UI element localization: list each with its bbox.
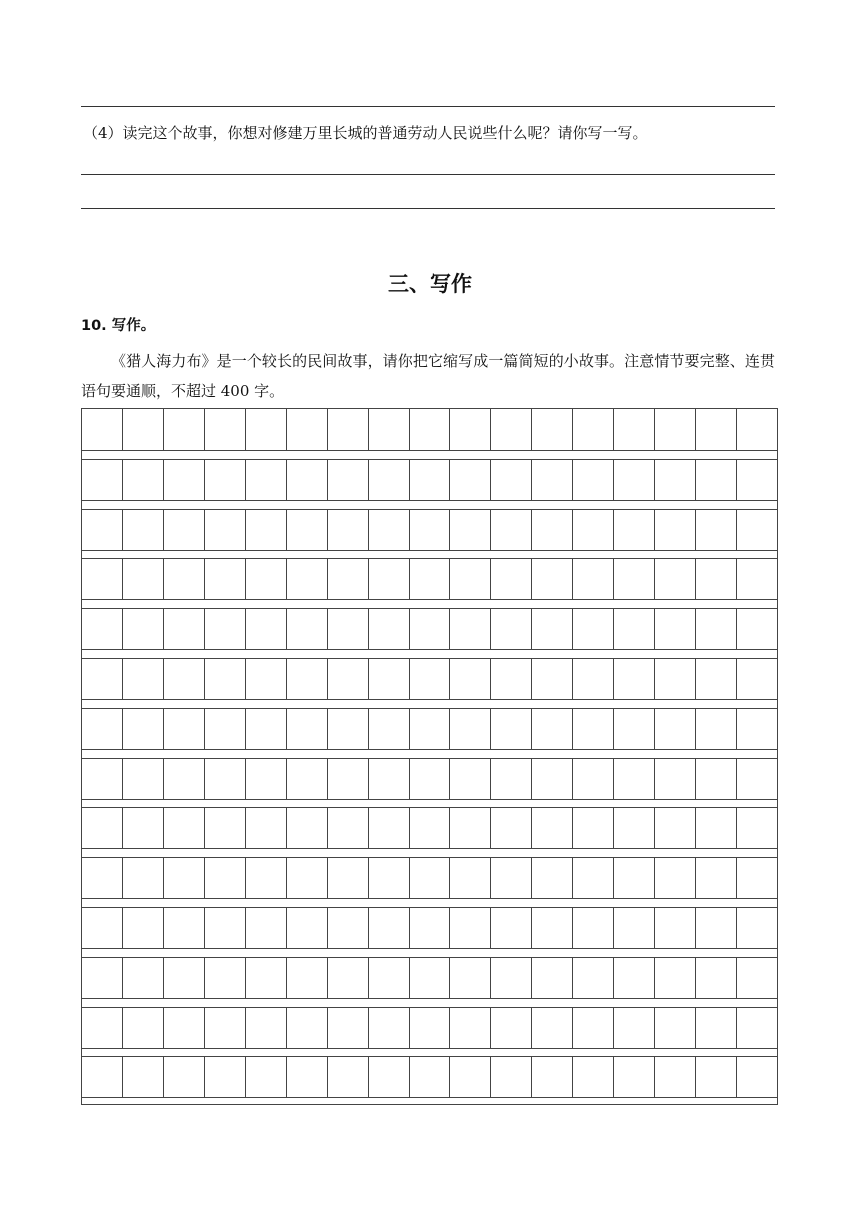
grid-cell[interactable] [245, 659, 286, 699]
grid-cell[interactable] [490, 559, 531, 599]
grid-cell[interactable] [572, 409, 613, 450]
grid-cell[interactable] [409, 609, 450, 649]
grid-cell[interactable] [613, 808, 654, 848]
grid-cell[interactable] [654, 659, 695, 699]
grid-cell[interactable] [368, 958, 409, 998]
grid-cell[interactable] [82, 858, 122, 898]
grid-cell[interactable] [204, 510, 245, 550]
grid-cell[interactable] [736, 1008, 777, 1048]
grid-cell[interactable] [245, 609, 286, 649]
grid-cell[interactable] [409, 409, 450, 450]
grid-cell[interactable] [490, 908, 531, 948]
grid-row [82, 1056, 777, 1098]
grid-cell[interactable] [654, 808, 695, 848]
grid-cell[interactable] [286, 759, 327, 799]
grid-cell[interactable] [736, 709, 777, 749]
grid-cell[interactable] [82, 908, 122, 948]
grid-row [82, 957, 777, 999]
grid-cell[interactable] [572, 709, 613, 749]
grid-cell[interactable] [572, 808, 613, 848]
grid-cell[interactable] [327, 409, 368, 450]
grid-cell[interactable] [449, 659, 490, 699]
grid-cell[interactable] [409, 510, 450, 550]
grid-cell[interactable] [122, 659, 163, 699]
grid-cell[interactable] [531, 609, 572, 649]
grid-cell[interactable] [531, 709, 572, 749]
grid-cell[interactable] [695, 958, 736, 998]
answer-line-previous [81, 106, 775, 107]
answer-line-1[interactable] [81, 174, 775, 175]
grid-cell[interactable] [572, 510, 613, 550]
grid-cell[interactable] [122, 908, 163, 948]
grid-cell[interactable] [327, 759, 368, 799]
grid-cell[interactable] [736, 908, 777, 948]
grid-row [82, 658, 777, 700]
grid-cell[interactable] [163, 609, 204, 649]
grid-cell[interactable] [449, 409, 490, 450]
grid-cell[interactable] [82, 510, 122, 550]
grid-cell[interactable] [163, 858, 204, 898]
grid-cell[interactable] [204, 409, 245, 450]
grid-cell[interactable] [654, 510, 695, 550]
grid-cell[interactable] [409, 908, 450, 948]
grid-cell[interactable] [449, 858, 490, 898]
task-label: 10. 写作。 [81, 318, 156, 334]
grid-cell[interactable] [695, 659, 736, 699]
grid-cell[interactable] [409, 559, 450, 599]
grid-cell[interactable] [531, 659, 572, 699]
grid-cell[interactable] [327, 908, 368, 948]
grid-cell[interactable] [327, 559, 368, 599]
grid-cell[interactable] [695, 908, 736, 948]
grid-cell[interactable] [613, 510, 654, 550]
grid-cell[interactable] [490, 1057, 531, 1097]
grid-cell[interactable] [531, 759, 572, 799]
grid-cell[interactable] [163, 659, 204, 699]
grid-cell[interactable] [572, 659, 613, 699]
grid-cell[interactable] [572, 958, 613, 998]
grid-cell[interactable] [368, 1008, 409, 1048]
grid-cell[interactable] [245, 808, 286, 848]
question-4-text: （4）读完这个故事，你想对修建万里长城的普通劳动人民说些什么呢？请你写一写。 [83, 124, 648, 142]
grid-cell[interactable] [654, 759, 695, 799]
grid-cell[interactable] [286, 1057, 327, 1097]
grid-cell[interactable] [204, 858, 245, 898]
grid-cell[interactable] [163, 510, 204, 550]
grid-cell[interactable] [613, 908, 654, 948]
grid-cell[interactable] [695, 1057, 736, 1097]
grid-cell[interactable] [409, 858, 450, 898]
grid-cell[interactable] [736, 460, 777, 500]
grid-cell[interactable] [163, 1008, 204, 1048]
grid-cell[interactable] [204, 908, 245, 948]
grid-cell[interactable] [122, 709, 163, 749]
grid-cell[interactable] [368, 1057, 409, 1097]
grid-cell[interactable] [613, 958, 654, 998]
grid-cell[interactable] [695, 609, 736, 649]
grid-cell[interactable] [654, 709, 695, 749]
grid-cell[interactable] [163, 908, 204, 948]
grid-cell[interactable] [204, 808, 245, 848]
grid-cell[interactable] [736, 1057, 777, 1097]
grid-cell[interactable] [695, 559, 736, 599]
grid-row [82, 608, 777, 650]
grid-cell[interactable] [286, 1008, 327, 1048]
grid-cell[interactable] [245, 709, 286, 749]
grid-cell[interactable] [82, 460, 122, 500]
grid-cell[interactable] [736, 958, 777, 998]
grid-cell[interactable] [82, 659, 122, 699]
grid-cell[interactable] [490, 759, 531, 799]
grid-cell[interactable] [122, 559, 163, 599]
grid-cell[interactable] [286, 858, 327, 898]
grid-cell[interactable] [368, 409, 409, 450]
grid-cell[interactable] [531, 808, 572, 848]
grid-cell[interactable] [163, 559, 204, 599]
grid-cell[interactable] [654, 908, 695, 948]
grid-cell[interactable] [736, 808, 777, 848]
grid-cell[interactable] [531, 460, 572, 500]
grid-cell[interactable] [82, 609, 122, 649]
grid-cell[interactable] [204, 1008, 245, 1048]
grid-cell[interactable] [654, 958, 695, 998]
grid-cell[interactable] [695, 1008, 736, 1048]
grid-cell[interactable] [122, 409, 163, 450]
grid-cell[interactable] [490, 510, 531, 550]
grid-cell[interactable] [654, 409, 695, 450]
grid-cell[interactable] [736, 409, 777, 450]
grid-cell[interactable] [245, 510, 286, 550]
grid-cell[interactable] [82, 709, 122, 749]
grid-cell[interactable] [613, 709, 654, 749]
grid-cell[interactable] [286, 609, 327, 649]
task-prompt: 《猎人海力布》是一个较长的民间故事，请你把它缩写成一篇简短的小故事。注意情节要完整、连贯语句要通顺，不超过 400 字。 [81, 352, 775, 400]
grid-cell[interactable] [654, 559, 695, 599]
grid-cell[interactable] [613, 858, 654, 898]
grid-cell[interactable] [286, 409, 327, 450]
grid-cell[interactable] [122, 759, 163, 799]
grid-cell[interactable] [409, 759, 450, 799]
grid-cell[interactable] [572, 1008, 613, 1048]
grid-cell[interactable] [368, 808, 409, 848]
grid-row [82, 509, 777, 551]
grid-cell[interactable] [163, 709, 204, 749]
grid-row [82, 1007, 777, 1049]
grid-cell[interactable] [327, 1008, 368, 1048]
grid-cell[interactable] [82, 958, 122, 998]
grid-cell[interactable] [245, 908, 286, 948]
grid-cell[interactable] [82, 1057, 122, 1097]
grid-cell[interactable] [736, 759, 777, 799]
grid-cell[interactable] [163, 409, 204, 450]
grid-cell[interactable] [204, 1057, 245, 1097]
grid-cell[interactable] [368, 510, 409, 550]
grid-row [82, 857, 777, 899]
grid-row [82, 907, 777, 949]
grid-cell[interactable] [490, 808, 531, 848]
grid-cell[interactable] [122, 609, 163, 649]
grid-cell[interactable] [531, 510, 572, 550]
grid-cell[interactable] [122, 1008, 163, 1048]
grid-cell[interactable] [613, 759, 654, 799]
grid-cell[interactable] [327, 808, 368, 848]
answer-line-2[interactable] [81, 208, 775, 209]
section-title: 三、写作 [388, 272, 472, 296]
grid-cell[interactable] [409, 709, 450, 749]
grid-cell[interactable] [736, 609, 777, 649]
grid-cell[interactable] [204, 709, 245, 749]
grid-cell[interactable] [245, 759, 286, 799]
grid-cell[interactable] [327, 709, 368, 749]
grid-cell[interactable] [204, 759, 245, 799]
grid-cell[interactable] [695, 858, 736, 898]
grid-cell[interactable] [490, 1008, 531, 1048]
grid-cell[interactable] [736, 659, 777, 699]
grid-cell[interactable] [531, 409, 572, 450]
grid-cell[interactable] [286, 559, 327, 599]
grid-cell[interactable] [572, 759, 613, 799]
grid-cell[interactable] [163, 460, 204, 500]
grid-cell[interactable] [531, 559, 572, 599]
grid-cell[interactable] [204, 609, 245, 649]
grid-cell[interactable] [572, 858, 613, 898]
grid-cell[interactable] [449, 1008, 490, 1048]
grid-cell[interactable] [368, 759, 409, 799]
grid-cell[interactable] [245, 1008, 286, 1048]
grid-cell[interactable] [82, 759, 122, 799]
grid-cell[interactable] [368, 709, 409, 749]
grid-cell[interactable] [490, 659, 531, 699]
grid-cell[interactable] [654, 460, 695, 500]
grid-cell[interactable] [531, 908, 572, 948]
grid-cell[interactable] [163, 759, 204, 799]
grid-cell[interactable] [449, 609, 490, 649]
grid-cell[interactable] [122, 808, 163, 848]
grid-cell[interactable] [449, 460, 490, 500]
grid-cell[interactable] [245, 460, 286, 500]
grid-cell[interactable] [409, 659, 450, 699]
grid-cell[interactable] [695, 759, 736, 799]
grid-cell[interactable] [531, 958, 572, 998]
grid-cell[interactable] [245, 1057, 286, 1097]
grid-cell[interactable] [409, 460, 450, 500]
grid-cell[interactable] [122, 858, 163, 898]
grid-cell[interactable] [286, 808, 327, 848]
grid-cell[interactable] [572, 460, 613, 500]
grid-cell[interactable] [695, 409, 736, 450]
grid-cell[interactable] [490, 609, 531, 649]
grid-cell[interactable] [490, 858, 531, 898]
grid-cell[interactable] [82, 1008, 122, 1048]
grid-cell[interactable] [327, 858, 368, 898]
grid-row [82, 807, 777, 849]
grid-cell[interactable] [286, 709, 327, 749]
grid-cell[interactable] [368, 908, 409, 948]
grid-cell[interactable] [490, 709, 531, 749]
grid-cell[interactable] [572, 908, 613, 948]
grid-cell[interactable] [449, 958, 490, 998]
grid-cell[interactable] [368, 609, 409, 649]
grid-cell[interactable] [286, 460, 327, 500]
grid-cell[interactable] [449, 808, 490, 848]
grid-cell[interactable] [286, 908, 327, 948]
grid-cell[interactable] [286, 659, 327, 699]
grid-cell[interactable] [613, 609, 654, 649]
grid-cell[interactable] [572, 1057, 613, 1097]
grid-cell[interactable] [245, 409, 286, 450]
grid-cell[interactable] [327, 609, 368, 649]
grid-row [82, 708, 777, 750]
grid-cell[interactable] [613, 409, 654, 450]
grid-cell[interactable] [204, 559, 245, 599]
grid-cell[interactable] [572, 609, 613, 649]
grid-cell[interactable] [613, 1057, 654, 1097]
grid-cell[interactable] [368, 858, 409, 898]
grid-cell[interactable] [531, 1008, 572, 1048]
grid-cell[interactable] [122, 1057, 163, 1097]
grid-cell[interactable] [204, 659, 245, 699]
grid-row [82, 459, 777, 501]
grid-cell[interactable] [613, 559, 654, 599]
grid-cell[interactable] [204, 460, 245, 500]
grid-cell[interactable] [122, 460, 163, 500]
grid-cell[interactable] [409, 1057, 450, 1097]
grid-cell[interactable] [531, 1057, 572, 1097]
grid-cell[interactable] [449, 510, 490, 550]
grid-row [82, 758, 777, 800]
grid-cell[interactable] [245, 958, 286, 998]
grid-cell[interactable] [327, 510, 368, 550]
grid-cell[interactable] [204, 958, 245, 998]
grid-cell[interactable] [736, 559, 777, 599]
grid-cell[interactable] [736, 510, 777, 550]
grid-cell[interactable] [82, 409, 122, 450]
grid-cell[interactable] [163, 1057, 204, 1097]
grid-cell[interactable] [531, 858, 572, 898]
grid-row [82, 409, 777, 451]
grid-cell[interactable] [327, 659, 368, 699]
grid-cell[interactable] [163, 808, 204, 848]
grid-cell[interactable] [449, 1057, 490, 1097]
grid-cell[interactable] [122, 510, 163, 550]
grid-cell[interactable] [695, 510, 736, 550]
grid-cell[interactable] [654, 858, 695, 898]
grid-cell[interactable] [695, 709, 736, 749]
grid-cell[interactable] [368, 460, 409, 500]
grid-cell[interactable] [409, 1008, 450, 1048]
grid-cell[interactable] [613, 1008, 654, 1048]
grid-cell[interactable] [409, 958, 450, 998]
grid-cell[interactable] [654, 1008, 695, 1048]
grid-cell[interactable] [82, 808, 122, 848]
grid-cell[interactable] [327, 958, 368, 998]
grid-row [82, 558, 777, 600]
grid-cell[interactable] [82, 559, 122, 599]
grid-cell[interactable] [449, 759, 490, 799]
grid-cell[interactable] [409, 808, 450, 848]
grid-cell[interactable] [449, 709, 490, 749]
grid-cell[interactable] [613, 460, 654, 500]
grid-cell[interactable] [449, 908, 490, 948]
grid-cell[interactable] [449, 559, 490, 599]
grid-cell[interactable] [327, 1057, 368, 1097]
grid-cell[interactable] [736, 858, 777, 898]
grid-cell[interactable] [327, 460, 368, 500]
grid-cell[interactable] [695, 460, 736, 500]
grid-cell[interactable] [490, 409, 531, 450]
grid-cell[interactable] [654, 1057, 695, 1097]
grid-cell[interactable] [695, 808, 736, 848]
grid-cell[interactable] [490, 460, 531, 500]
grid-cell[interactable] [122, 958, 163, 998]
grid-cell[interactable] [163, 958, 204, 998]
grid-cell[interactable] [490, 958, 531, 998]
grid-cell[interactable] [286, 958, 327, 998]
grid-cell[interactable] [654, 609, 695, 649]
grid-cell[interactable] [245, 858, 286, 898]
grid-cell[interactable] [572, 559, 613, 599]
grid-cell[interactable] [368, 659, 409, 699]
grid-cell[interactable] [368, 559, 409, 599]
grid-cell[interactable] [613, 659, 654, 699]
writing-grid[interactable] [81, 408, 778, 1105]
grid-cell[interactable] [286, 510, 327, 550]
grid-cell[interactable] [245, 559, 286, 599]
